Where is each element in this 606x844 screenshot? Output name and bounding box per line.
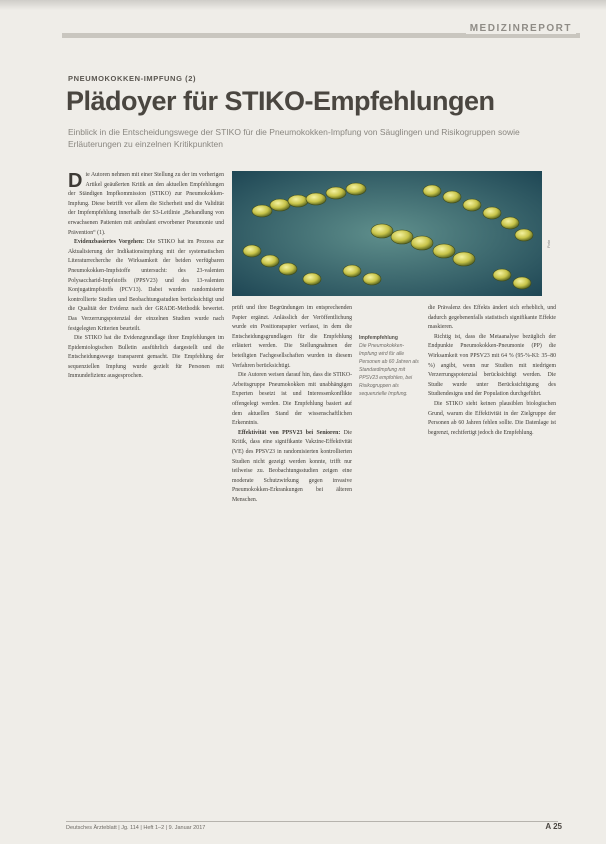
paragraph: Richtig ist, dass die Metaanalyse bezüglich der Endpunkte Pneumokokken-Pneumonie (PP) die Wirksamkeit von PPSV23 mit 64 % (95-%-KI: 35–80 %) angibt, wenn nur Studien mit niedrigem Verzerrungspotenzial berücksichtigt werden. Die Studie wurde unter Berücksichtigung des Studiendesigns und der Population durchgeführt. xyxy=(428,333,556,398)
margin-note-text: Die Pneumokokken-Impfung wird für alle Personen ab 60 Jahren als Standardimpfung mit PPSV23 empfohlen, bei Risikogruppen als sequenzielle Impfung. xyxy=(359,343,419,397)
subheading: Evidenzbasiertes Vorgehen: xyxy=(74,239,145,246)
paragraph: Die Kritik, dass eine signifikante Vakzine-Effektivität (VE) des PPSV23 in randomisierten kontrollierten Studien nicht gezeigt werden konnte, trifft nur teilweise zu. Beobachtungsstudien zeigen eine moderate Schutzwirkung gegen invasive Pneumokokken-Erkrankungen bei älteren Menschen. xyxy=(232,429,352,503)
article-headline: Plädoyer für STIKO-Empfehlungen xyxy=(66,86,495,116)
page-number: A 25 xyxy=(545,822,562,831)
paragraph: Die STIKO sieht keinen plausiblen biologischen Grund, warum die Effektivität in der Zielgruppe der Personen ab 60 Jahren fehlen sollte. Die Datenlage ist begrenzt, rechtfertigt jedoch die Empfehlung. xyxy=(428,400,556,436)
text-column-2 xyxy=(232,304,352,812)
paragraph: Die STIKO hat im Prozess zur Aktualisierung der Indikationsimpfung mit der systematischen Literaturrecherche die Wirksamkeit der beiden verfügbaren Pneumokokken-Impfstoffe untersucht: des 23-valenten Polysaccharid-Impfstoffs (PPSV23) und des 13-valenten Konjugatimpfstoffs (PCV13). Dabei wurden randomisierte kontrollierte Studien und Beobachtungsstudien berücksichtigt und die Qualität der Evidenz nach der GRADE-Methodik bewertet. Das Verzerrungspotenzial der einzelnen Studien wurde nach festgelegten Kriterien beurteilt. xyxy=(68,239,224,332)
paragraph: prüft und ihre Begründungen im entsprechenden Papier ergänzt. Anlässlich der Veröffentlichung wurde ein Positionspapier verfasst, in dem die Entscheidungsgrundlagen für die Empfehlung erläutert werden. Die Stellungnahmen der beteiligten Fachgesellschaften wurden in diesem Verfahren berücksichtigt. xyxy=(232,305,352,369)
footer-rule xyxy=(66,821,558,822)
paragraph: Die Autoren weisen darauf hin, dass die STIKO-Arbeitsgruppe Pneumokokken mit unabhängigen Experten besetzt ist und Interessenkonflikte offengelegt werden. Die Empfehlung basiert auf dem aktuellen Stand der wissenschaftlichen Erkenntnis. xyxy=(232,372,352,427)
paragraph: Die STIKO hat die Evidenzgrundlage ihrer Empfehlungen im Epidemiologischen Bulletin ausführlich dargestellt und die Entscheidungswege transparent gemacht. Die Empfehlung der sequenziellen Impfung wurde gezielt für Personen mit Immundefizienz ausgesprochen. xyxy=(68,335,224,380)
margin-note xyxy=(359,334,421,398)
subheading: Effektivität von PPSV23 bei Senioren: xyxy=(238,429,341,436)
article-kicker: PNEUMOKOKKEN-IMPFUNG (2) xyxy=(68,74,197,83)
text-column-4 xyxy=(428,304,556,812)
scan-top-shadow xyxy=(0,0,606,10)
paragraph: die Prävalenz des Effekts ändert sich erheblich, und dadurch gegebenenfalls statistisch signifikante Effekte maskieren. xyxy=(428,305,556,331)
pneumococci-micrograph xyxy=(232,171,542,296)
paragraph: ie Autoren nehmen mit einer Stellung zu der im vorherigen Artikel geäußerten Kritik an den aktuellen Empfehlungen der Ständigen Impfkommission (STIKO) zur Pneumokokken-Impfung. Diese betrifft vor allem die Sicherheit und die Validität der Impfempfehlung innerhalb der S3-Leitlinie „Behandlung von erwachsenen Patienten mit ambulant erworbener Pneumonie und Prävention“ (1). xyxy=(68,172,224,236)
footer-citation: Deutsches Ärzteblatt | Jg. 114 | Heft 1–2 | 9. Januar 2017 xyxy=(66,825,206,831)
section-tag: MEDIZINREPORT xyxy=(466,23,576,34)
text-column-1 xyxy=(68,171,224,811)
article-lead: Einblick in die Entscheidungswege der STIKO für die Pneumokokken-Impfung von Säuglingen und Risikogruppen sowie Erläuterungen zu einzelnen Kritikpunkten xyxy=(68,127,520,149)
photo-credit: Foto xyxy=(546,240,551,249)
margin-note-title: Impfempfehlung xyxy=(359,335,398,341)
drop-cap: D xyxy=(68,171,83,192)
